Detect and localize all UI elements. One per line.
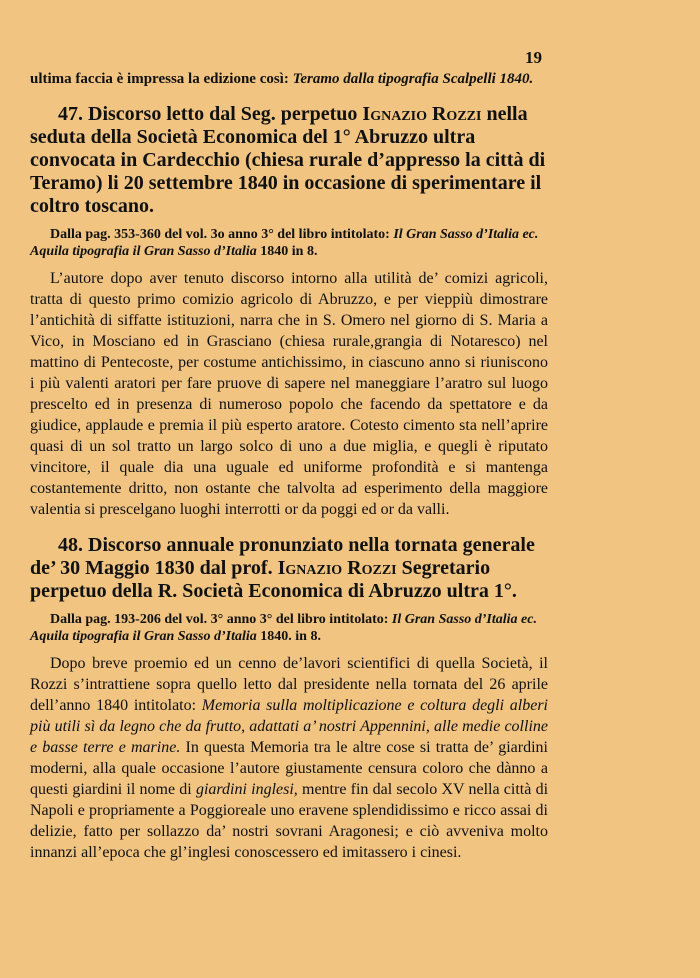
entry-47-source-post: 1840 in 8. xyxy=(256,244,318,259)
entry-48-source-post: 1840. in 8. xyxy=(256,629,321,644)
entry-47-body: L’autore dopo aver tenuto discorso intorno alla utilità de’ comizi agricoli, tratta di questo primo comizio agricolo di Abruzzo, e per vieppiù dimostrare l’antichità di siffatte istituzioni, narra che in S. Omero nel giorno di S. Maria a Vico, in Mosciano ed in Grasciano (chiesa rurale,grangia di Notaresco) nel mattino di Pentecoste, per costume antichissimo, in ciascuno anno si riuniscono i più valenti aratori per fare pruove di sapere nel maneggiare l’aratro sul luogo prescelto ed in presenza di numeroso popolo che facendo da spettatore e da giudice, applaude e premia il più esperto aratore. Cotesto cimento sta nell’aprire quasi di un sol tratto un largo solco di uno a due miglia, e quegli è riputato vincitore, il quale dia una uguale ed uniforme profondità e si mantenga costantemente dritto, non ostante che talvolta ad esperimento della maggiore valentia si prescelgano luoghi interrotti or da poggi ed or da valli. xyxy=(30,270,548,518)
intro-italic: Teramo dalla tipografia Scalpelli 1840. xyxy=(292,71,534,87)
intro-paragraph xyxy=(30,70,548,89)
entry-48-source-pre: Dalla pag. 193-206 del vol. 3° anno 3° del libro intitolato: xyxy=(50,612,392,627)
entry-47-heading-post: nella seduta della Società Economica del 1° Abruzzo ultra convocata in Cardecchio (chiesa rurale d’appresso la città di Teramo) li 20 settembre 1840 in occasione di sperimentare il coltro toscano. xyxy=(30,103,546,217)
entry-48-author: Ignazio Rozzi xyxy=(277,557,397,579)
entry-47-source-italic: Il Gran Sasso d’Italia ec. Aquila tipografia il Gran Sasso d’Italia xyxy=(30,227,539,259)
entry-48-heading-post: Segretario perpetuo della R. Società Economica di Abruzzo ultra 1°. xyxy=(30,557,517,602)
entry-48-body-part: mentre fin dal secolo XV nella città di Napoli e propriamente a Poggioreale uno eravene splendidissimo e ricco assai di delizie, fatto per sollazzo da’ nostri sovrani Aragonesi; e ciò avveniva molto innanzi all’epoca che gl’inglesi conoscessero ed imitassero i cinesi. xyxy=(30,781,549,861)
entry-47-heading-pre: Discorso letto dal Seg. perpetuo xyxy=(88,103,363,125)
entry-48-heading-pre: Discorso annuale pronunziato nella tornata generale de’ 30 Maggio 1830 dal prof. xyxy=(30,534,535,579)
page-content xyxy=(30,48,548,863)
entry-48-body-part: Dopo breve proemio ed un cenno de’lavori scientifici di quella Società, il Rozzi s’intrattiene sopra quello letto dal presidente nella tornata del 26 aprile dell’anno 1840 intitolato: xyxy=(30,655,548,714)
entry-48-number: 48. xyxy=(58,534,83,556)
page-number: 19 xyxy=(525,48,542,67)
entry-48-body-part: giardini inglesi, xyxy=(195,781,298,798)
entry-47-source-pre: Dalla pag. 353-360 del vol. 3o anno 3° del libro intitolato: xyxy=(50,227,394,242)
entry-48-source-italic: Il Gran Sasso d’Italia ec. Aquila tipografia il Gran Sasso d’Italia xyxy=(30,612,537,644)
entry-48-body-part: In questa Memoria tra le altre cose si tratta de’ giardini moderni, alla quale occasione l’autore giustamente censura coloro che dànno a questi giardini il nome di xyxy=(30,739,549,798)
entry-48-heading xyxy=(30,534,548,603)
intro-text: ultima faccia è impressa la edizione così: xyxy=(30,71,293,87)
entry-47-author: Ignazio Rozzi xyxy=(362,103,482,125)
entry-48-body xyxy=(30,653,548,863)
entry-47-number: 47. xyxy=(58,103,83,125)
entry-48-source xyxy=(30,611,548,645)
entry-48-body-part: Memoria sulla moltiplicazione e coltura degli alberi più utili sì da legno che da frutto, adattati a’ nostri Appennini, alle medie colline e basse terre e marine. xyxy=(30,697,549,756)
entry-47-heading xyxy=(30,103,548,218)
entry-47-source xyxy=(30,226,548,260)
